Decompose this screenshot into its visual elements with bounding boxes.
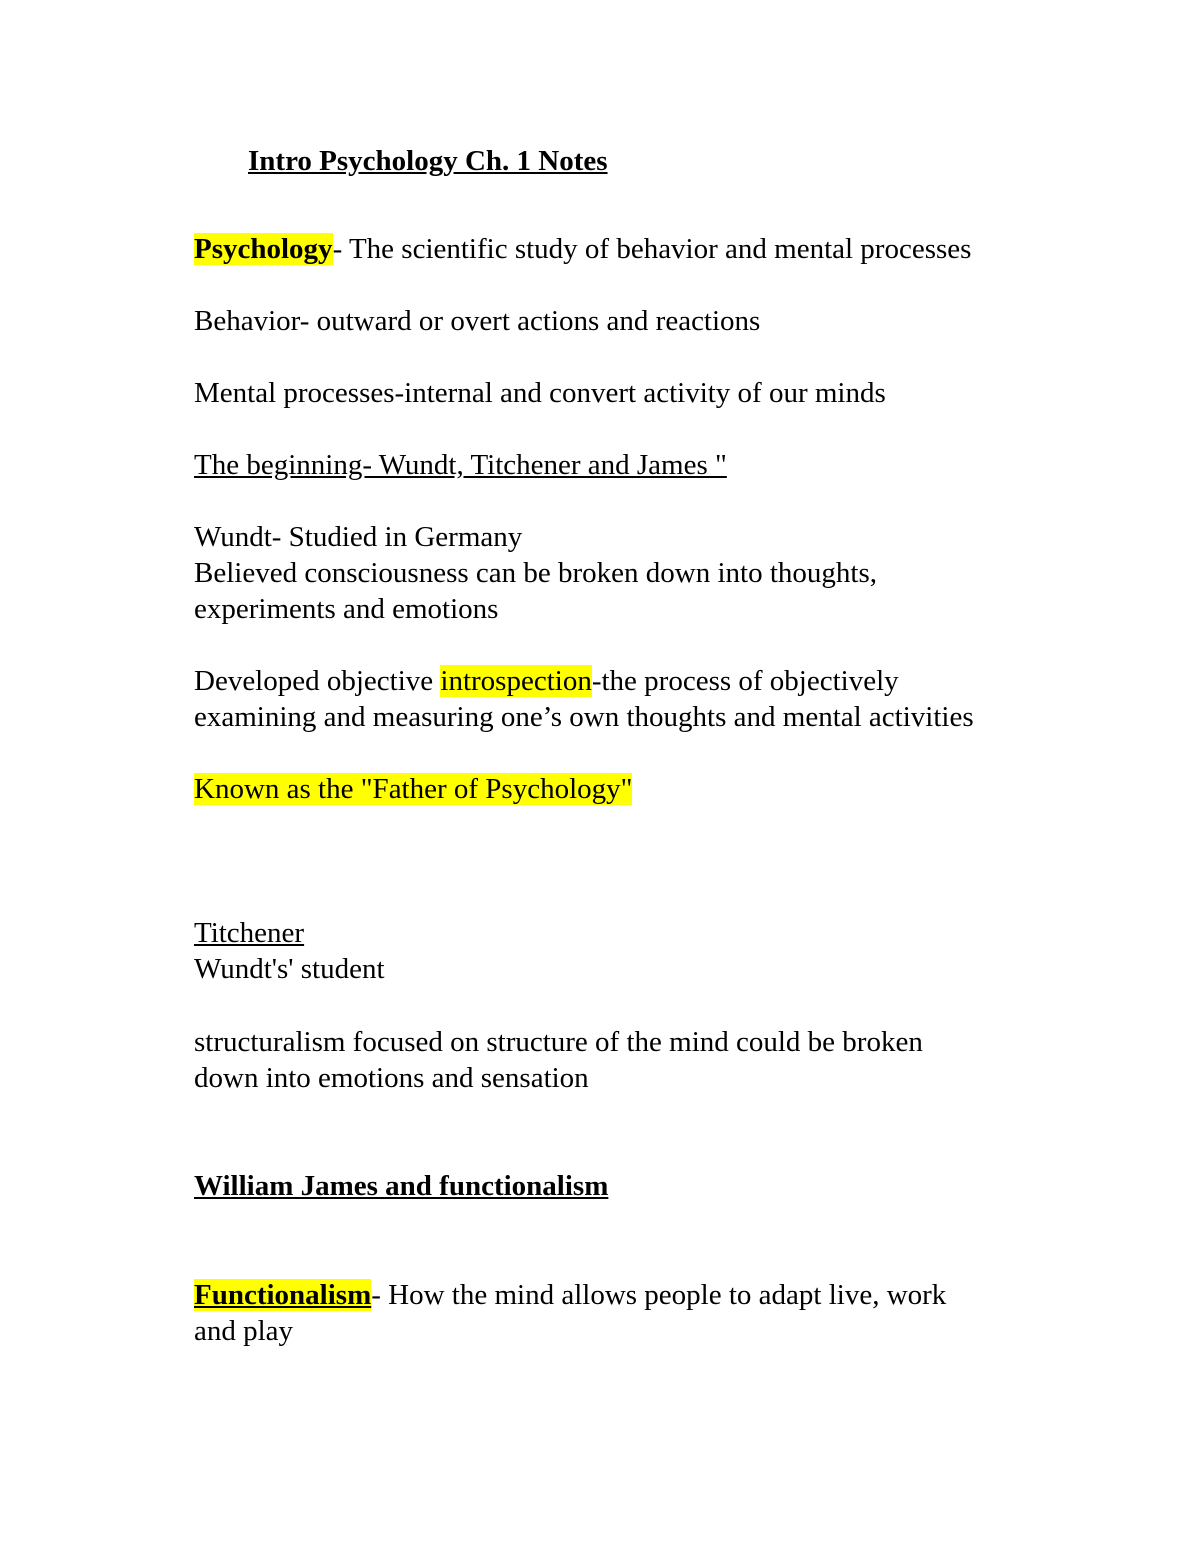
father-of-psychology: Known as the "Father of Psychology" <box>194 773 633 805</box>
introspection-line-1 <box>194 663 899 699</box>
functionalism-line-2: and play <box>194 1315 294 1347</box>
functionalism-term: Functionalism <box>194 1279 372 1311</box>
introspection-prefix: Developed objective <box>194 665 441 697</box>
psychology-definition <box>194 231 971 267</box>
father-of-psychology-line <box>194 771 632 807</box>
wundt-line-3: experiments and emotions <box>194 593 499 625</box>
wundt-line-2: Believed consciousness can be broken down into thoughts, <box>194 557 877 589</box>
titchener-heading: Titchener <box>194 917 305 949</box>
beginning-heading: The beginning- Wundt, Titchener and James " <box>194 449 727 481</box>
introspection-suffix: -the process of objectively <box>591 665 899 697</box>
wundt-line-1: Wundt- Studied in Germany <box>194 521 523 553</box>
functionalism-definition: - How the mind allows people to adapt live, work <box>371 1279 947 1311</box>
structuralism-line-1: structuralism focused on structure of the mind could be broken <box>194 1026 923 1058</box>
functionalism-line-1 <box>194 1277 946 1313</box>
william-james-heading: William James and functionalism <box>194 1170 609 1202</box>
mental-processes-definition: Mental processes-internal and convert activity of our minds <box>194 377 886 409</box>
introspection-term: introspection <box>440 665 592 697</box>
structuralism-line-2: down into emotions and sensation <box>194 1062 589 1094</box>
behavior-definition: Behavior- outward or overt actions and reactions <box>194 305 761 337</box>
page-title: Intro Psychology Ch. 1 Notes <box>248 145 608 177</box>
psychology-term: Psychology <box>194 233 333 265</box>
introspection-line-2: examining and measuring one’s own thoughts and mental activities <box>194 701 974 733</box>
psychology-definition-text: - The scientific study of behavior and mental processes <box>332 233 972 265</box>
titchener-student: Wundt's' student <box>194 953 385 985</box>
